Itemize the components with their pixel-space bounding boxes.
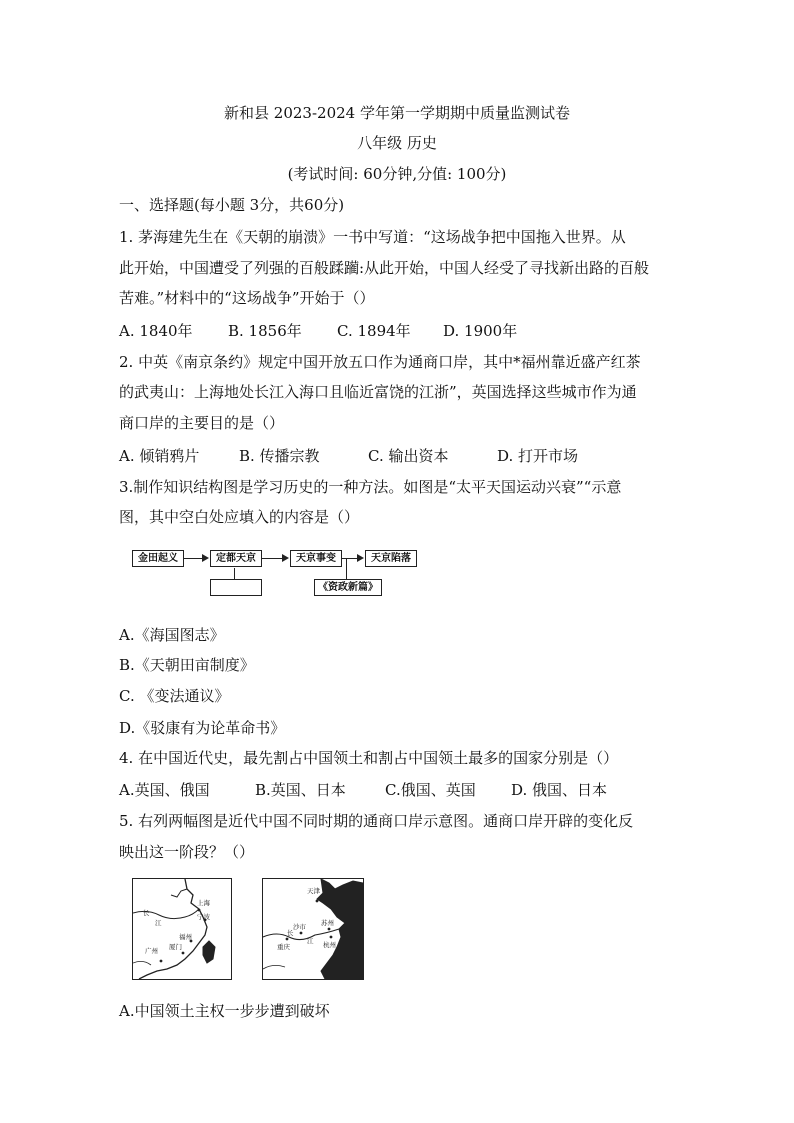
flow-box-jintian: 金田起义 <box>132 550 184 567</box>
q3-option-b: B.《天朝田亩制度》 <box>119 656 255 674</box>
flow-box-incident: 天京事变 <box>290 550 342 567</box>
flow-arrow <box>357 554 364 562</box>
q4-option-b: B.英国、日本 <box>255 781 346 799</box>
q1-line-3: 苦难。”材料中的“这场战争”开始于（） <box>119 289 375 307</box>
flow-connector <box>342 558 357 559</box>
q2-option-b: B. 传播宗教 <box>239 447 320 465</box>
map1-label-shanghai: 上海 <box>197 899 210 907</box>
map1-label-guangzhou: 广州 <box>145 947 158 955</box>
q4-line: 4. 在中国近代史，最先割占中国领土和割占中国领土最多的国家分别是（） <box>119 749 619 767</box>
map1-label-ningbo: 宁波 <box>197 913 210 921</box>
map1-label-jiang: 江 <box>155 919 162 927</box>
q2-line-2: 的武夷山：上海地处长江入海口且临近富饶的江浙”，英国选择这些城市作为通 <box>119 383 637 401</box>
q3-option-d: D.《驳康有为论革命书》 <box>119 719 286 737</box>
q4-option-d: D. 俄国、日本 <box>511 781 608 799</box>
q2-line-1: 2. 中英《南京条约》规定中国开放五口作为通商口岸，其中*福州靠近盛产红茶 <box>119 353 641 371</box>
exam-subtitle: 八年级 历史 <box>357 134 437 152</box>
map2-label-jiang: 江 <box>307 937 314 945</box>
map1-label-fuzhou: 福州 <box>179 933 192 941</box>
map2-label-hangzhou: 杭州 <box>323 941 336 949</box>
q1-option-b: B. 1856年 <box>228 322 302 340</box>
q2-option-d: D. 打开市场 <box>497 447 579 465</box>
q4-option-a: A.英国、俄国 <box>119 781 210 799</box>
q5-line-2: 映出这一阶段？（） <box>119 843 255 861</box>
section-heading: 一、选择题(每小题 3分，共60分) <box>119 196 345 214</box>
map2-label-chang: 长 <box>287 929 294 937</box>
q2-option-a: A. 倾销鸦片 <box>119 447 200 465</box>
map1-label-chang: 长 <box>143 909 150 917</box>
map2-label-shashi: 沙市 <box>293 923 306 931</box>
q1-option-a: A. 1840年 <box>119 322 193 340</box>
flow-arrow <box>282 554 289 562</box>
flow-blank-box <box>210 579 262 596</box>
q3-option-c: C. 《变法通议》 <box>119 687 230 705</box>
map1-label-xiamen: 厦门 <box>169 943 182 951</box>
q1-option-d: D. 1900年 <box>443 322 518 340</box>
q1-line-2: 此开始，中国遭受了列强的百般蹂躏:从此开始，中国人经受了寻找新出路的百般 <box>119 259 650 277</box>
map2-label-chongqing: 重庆 <box>277 943 290 951</box>
exam-title: 新和县 2023-2024 学年第一学期期中质量监测试卷 <box>224 104 570 122</box>
q2-option-c: C. 输出资本 <box>368 447 449 465</box>
treaty-port-map-2 <box>262 878 364 980</box>
q1-option-c: C. 1894年 <box>337 322 411 340</box>
flow-connector <box>262 558 282 559</box>
exam-info: (考试时间: 60分钟,分值: 100分) <box>287 165 507 183</box>
q5-option-a: A.中国领土主权一步步遭到破坏 <box>119 1002 330 1020</box>
flow-box-tianjing: 定都天京 <box>210 550 262 567</box>
china-coast-map-icon <box>133 879 231 979</box>
q3-line-1: 3.制作知识结构图是学习历史的一种方法。如图是“太平天国运动兴衰”“示意 <box>119 478 622 496</box>
flow-box-zizheng: 《资政新篇》 <box>314 579 382 596</box>
flow-box-fall: 天京陷落 <box>365 550 417 567</box>
flow-connector <box>234 568 235 579</box>
q4-option-c: C.俄国、英国 <box>385 781 476 799</box>
flow-arrow <box>202 554 209 562</box>
treaty-port-map-1 <box>132 878 232 980</box>
q3-option-a: A.《海国图志》 <box>119 626 225 644</box>
map2-label-tianjin: 天津 <box>307 887 320 895</box>
flow-connector <box>346 558 347 579</box>
map2-label-suzhou: 苏州 <box>321 919 334 927</box>
q1-line-1: 1. 茅海建先生在《天朝的崩溃》一书中写道：“这场战争把中国拖入世界。从 <box>119 228 626 246</box>
q5-line-1: 5. 右列两幅图是近代中国不同时期的通商口岸示意图。通商口岸开辟的变化反 <box>119 812 634 830</box>
q2-line-3: 商口岸的主要目的是（） <box>119 414 285 432</box>
q3-line-2: 图，其中空白处应填入的内容是（） <box>119 508 360 526</box>
flow-connector <box>184 558 202 559</box>
